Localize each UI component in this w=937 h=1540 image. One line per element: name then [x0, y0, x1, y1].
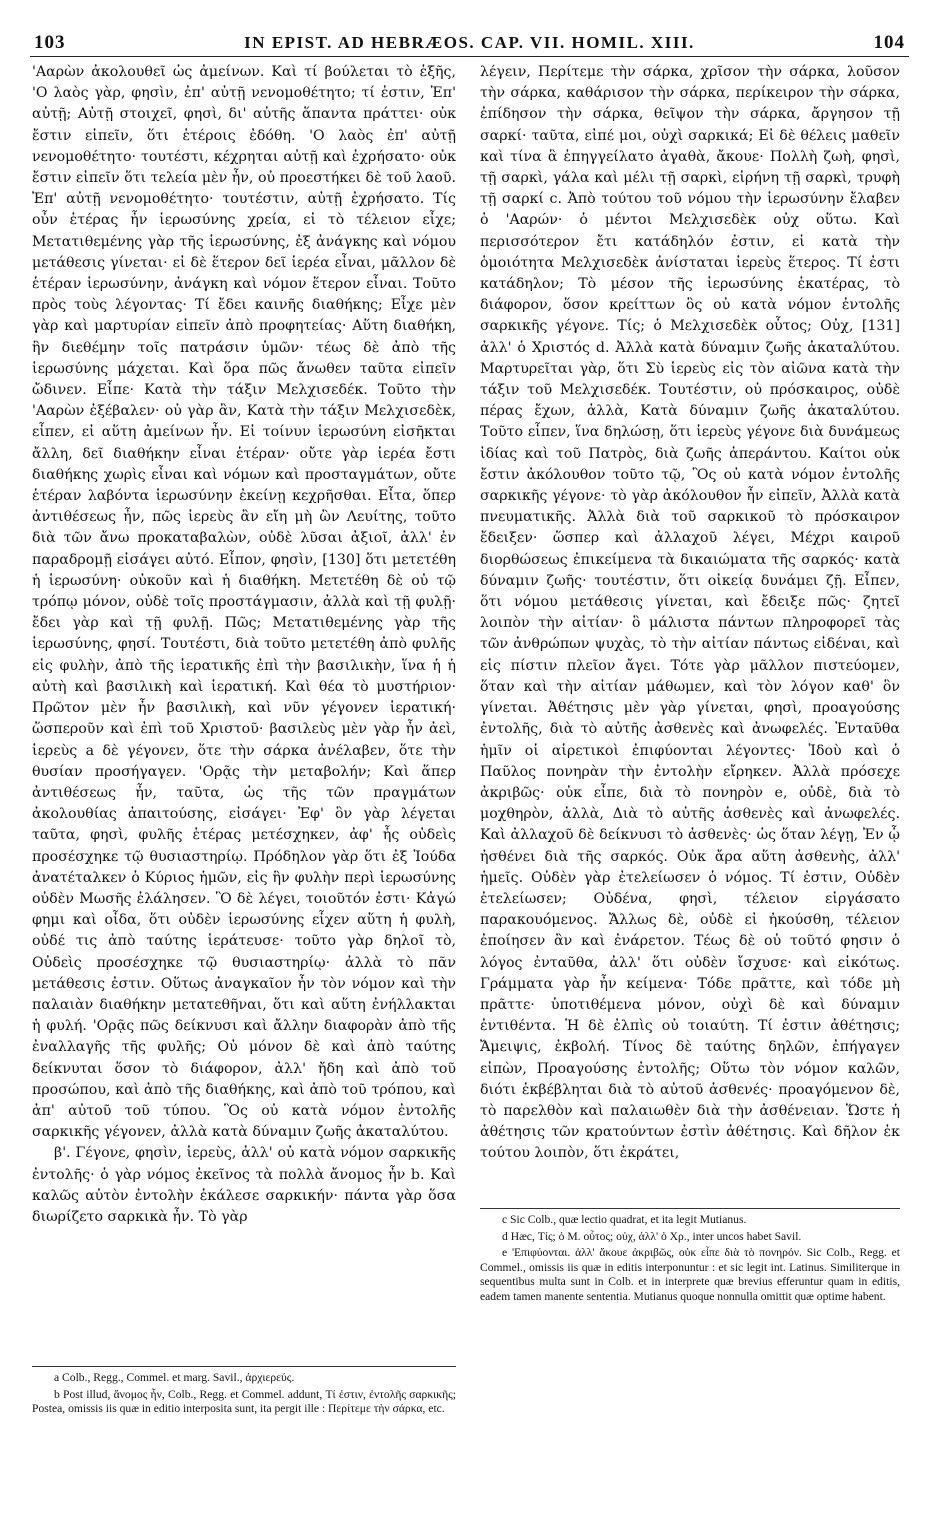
footnote-a: a Colb., Regg., Commel. et marg. Savil., ἀρχιερεύς.	[54, 1371, 295, 1384]
page-number-right: 104	[873, 32, 905, 53]
running-title: IN EPIST. AD HEBRÆOS. CAP. VII. HOMIL. XIII.	[244, 33, 695, 52]
running-header	[30, 30, 909, 57]
right-column-text: λέγειν, Περίτεμε τὴν σάρκα, χρῖσον τὴν σάρκα, λοῦσον τὴν σάρκα, καθάρισον τὴν σάρκα, περίκειρον τὴν σάρκα, ἐπίδησον τὴν σάρκα, θεῖψον τὴν σάρκα, ἄργησον τῇ σαρκί· ταῦτα, εἰπέ μοι, οὐχὶ σαρκικά; Εἰ δὲ θέλεις μαθεῖν καὶ τίνα ἃ ἐπηγγείλατο ἀγαθὰ, ἄκουε· Πολλὴ ζωὴ, φησὶ, τῇ σαρκὶ, γάλα καὶ μέλι τῇ σαρκὶ, εἰρήνη τῇ σαρκὶ, τρυφὴ τῇ σαρκί c. Ἀπὸ τούτου τοῦ νόμου τὴν ἱερωσύνην ἔλαβεν ὁ 'Ααρών· ὁ μέντοι Μελχισεδὲκ οὐχ οὕτω. Καὶ περισσότερον ἔτι κατάδηλόν ἐστιν, εἰ κατὰ τὴν ὁμοιότητα Μελχισεδὲκ ἀνίσταται ἱερεὺς ἕτερος. Τί ἐστι κατάδηλον; Τὸ μέσον τῆς ἱερωσύνης ἑκατέρας, τὸ διάφορον, ὅσον κρείττων ὃς οὐ κατὰ νόμον ἐντολῆς σαρκικῆς γέγονε. Τίς; ὁ Μελχισεδὲκ οὗτος; Οὐχ, [131] ἀλλ' ὁ Χριστός d. Ἀλλὰ κατὰ δύναμιν ζωῆς ἀκαταλύτου. Μαρτυρεῖται γὰρ, ὅτι Σὺ ἱερεὺς εἰς τὸν αἰῶνα κατὰ τὴν τάξιν τοῦ Μελχισεδέκ. Τουτέστιν, οὐ πρόσκαιρος, οὐδὲ πέρας ἔχων, ἀλλὰ, Κατὰ δύναμιν ζωῆς ἀκαταλύτου. Τοῦτο εἶπεν, ἵνα δηλώσῃ, ὅτι ἱερεὺς γέγονε διὰ δυνάμεως ἰδίας καὶ τοῦ Πατρὸς, διὰ ζωῆς ἀπεράντου. Καίτοι οὐκ ἔστιν ἀκόλουθον τοῦτο τῷ, Ὃς οὐ κατὰ νόμον ἐντολῆς σαρκικῆς γέγονε· τὸ γὰρ ἀκόλουθον ἦν εἰπεῖν, Ἀλλὰ κατὰ πνευματικῆς. Ἀλλὰ διὰ τοῦ σαρκικοῦ τὸ πρόσκαιρον ἔδειξεν· ὥσπερ καὶ ἀλλαχοῦ λέγει, Μέχρι καιροῦ διορθώσεως ἐπικείμενα τὰ δικαιώματα τῆς σαρκός· κατὰ δύναμιν ζωῆς· τουτέστιν, ὅτι οἰκείᾳ δυνάμει ζῇ. Εἶπεν, ὅτι νόμου μετάθεσις γίνεται, καὶ ἔδειξε πῶς· ζητεῖ λοιπὸν τὴν αἰτίαν· ὃ μάλιστα πάντων πληροφορεῖ τὰς τῶν ἀνθρώπων ψυχὰς, τὸ τὴν αἰτίαν πάντως εἰδέναι, καὶ εἰς πίστιν πλεῖον ἄγει. Τότε γὰρ μᾶλλον πιστεύομεν, ὅταν καὶ τὴν αἰτίαν μάθωμεν, καὶ τὸν λόγον καθ' ὃν γίνεται. Ἀθέτησις μὲν γὰρ γίνεται, φησὶ, προαγούσης ἐντολῆς, διὰ τὸ αὐτῆς ἀσθενὲς καὶ ἀνωφελές. Ἐνταῦθα ἡμῖν οἱ αἱρετικοὶ ἐπιφύονται λέγοντες· Ἰδοὺ καὶ ὁ Παῦλος πονηρὰν τὴν ἐντολὴν εἴρηκεν. Ἀλλὰ πρόσεχε ἀκριβῶς· οὐκ εἶπε, διὰ τὸ πονηρὸν e, οὐδὲ, διὰ τὸ μοχθηρὸν, ἀλλὰ, Διὰ τὸ αὐτῆς ἀσθενὲς καὶ ἀνωφελές. Καὶ ἀλλαχοῦ δὲ δείκνυσι τὸ ἀσθενὲς· ὡς ὅταν λέγῃ, Ἐν ᾧ ἠσθένει διὰ τῆς σαρκός. Οὐκ ἄρα αὕτη ἀσθενὴς, ἀλλ' ἡμεῖς. Οὐδὲν γὰρ ἐτελείωσεν ὁ νόμος. Τί ἐστιν, Οὐδὲν ἐτελείωσεν; Οὐδένα, φησὶ, τέλειον εἰργάσατο παρακουόμενος. Ἄλλως δὲ, οὐδὲ εἰ ἠκούσθη, τέλειον ἐποίησεν ἂν καὶ ἐνάρετον. Τέως δὲ οὐ τοῦτό φησιν ὁ λόγος ἐνταῦθα, ἀλλ' ὅτι οὐδὲν ἴσχυσε· καὶ εἰκότως. Γράμματα γὰρ ἦν κείμενα· Τόδε πρᾶττε, καὶ τόδε μὴ πρᾶττε· ὑποτιθέμενα μόνον, οὐχὶ δὲ καὶ δύναμιν ἐντιθέντα. Ἡ δὲ ἐλπὶς οὐ τοιαύτη. Τί ἐστιν ἀθέτησις; Ἄμειψις, ἐκβολή. Τίνος δὲ ταύτης δηλῶν, ἐπήγαγεν εἰπὼν, Προαγούσης ἐντολῆς; Οὕτω τὸν νόμον καλῶν, διότι ἐκβέβληται διὰ τὸ αὐτοῦ ἀσθενές· προαγόμενον δὲ, τὸ παρελθὸν καὶ παλαιωθὲν διὰ τὴν ἀσθένειαν. Ὥστε ἡ ἀθέτησις τῶν κρατούντων ἐστὶν ἀθέτησις. Καὶ δῆλον ἐκ τούτου λοιπὸν, ὅτι ἐκράτει,	[480, 64, 900, 1162]
left-column	[32, 62, 456, 1228]
left-column-text: 'Ααρὼν ἀκολουθεῖ ὡς ἀμείνων. Καὶ τί βούλεται τὸ ἑξῆς, 'Ο λαὸς γὰρ, φησὶν, ἐπ' αὐτῇ νενομοθέτητο; τί ἐστιν, Ἐπ' αὐτῇ; Αὐτῇ στοιχεῖ, φησὶ, δι' αὐτῆς ἅπαντα πράττει· οὐκ ἔστιν εἰπεῖν, ὅτι ἑτέροις ἐδόθη. 'Ο λαὸς ἐπ' αὐτῇ νενομοθέτητο· τουτέστι, κέχρηται αὐτῇ καὶ ἐχρήσατο· οὐκ ἔστιν εἰπεῖν ὅτι τελεία μὲν ἦν, οὐ προεστήκει δὲ τοῦ λαοῦ. Ἐπ' αὐτῇ νενομοθέτητο· τουτέστιν, αὐτῇ ἐχρήσατο. Τίς οὖν ἑτέρας ἦν ἱερωσύνης χρεία, εἰ τὸ τέλειον εἶχε; Μετατιθεμένης γὰρ τῆς ἱερωσύνης, ἐξ ἀνάγκης καὶ νόμου μετάθεσις γίνεται· εἰ δὲ ἕτερον δεῖ ἱερέα εἶναι, μᾶλλον δὲ ἑτέραν ἱερωσύνην, ἀνάγκη καὶ νόμον ἕτερον εἶναι. Τοῦτο πρὸς τοὺς λέγοντας· Τί ἔδει καινῆς διαθήκης; Εἶχε μὲν γὰρ καὶ μαρτυρίαν εἰπεῖν ἀπὸ προφητείας· Αὕτη διαθήκη, ἣν διεθέμην τοῖς πατράσιν ὑμῶν· τέως δὲ ἀπὸ τῆς ἱερωσύνης μάχεται. Καὶ ὅρα πῶς ἄνωθεν ταῦτα εἰπεῖν ὤδινεν. Εἶπε· Κατὰ τὴν τάξιν Μελχισεδέκ. Τοῦτο τὴν 'Ααρὼν ἐξέβαλεν· οὐ γὰρ ἂν, Κατὰ τὴν τάξιν Μελχισεδὲκ, εἶπεν, εἰ αὕτη ἀμείνων ἦν. Εἰ τοίνυν ἱερωσύνη εἰσῆκται ἄλλη, δεῖ διαθήκην εἶναι ἑτέραν· οὔτε γὰρ ἱερέα ἔστι διαθήκης χωρὶς εἶναι καὶ νόμων καὶ προσταγμάτων, οὔτε ἑτέραν λαβόντα ἱερωσύνην ἐκείνῃ κεχρῆσθαι. Εἶτα, ὅπερ ἀντιθέσεως ἦν, πῶς ἱερεὺς ἂν εἴη μὴ ὢν Λευίτης, τοῦτο διὰ τῶν ἄνω προκαταβαλὼν, οὐδὲ λῦσαι ἀξιοῖ, ἀλλ' ἐν παραδρομῇ εἰσάγει αὐτό. Εἶπον, φησὶν, [130] ὅτι μετετέθη ἡ ἱερωσύνη· οὐκοῦν καὶ ἡ διαθήκη. Μετετέθη δὲ οὐ τῷ τρόπῳ μόνον, οὐδὲ τοῖς προστάγμασιν, ἀλλὰ καὶ τῇ φυλῇ· ἔδει γὰρ καὶ τῇ φυλῇ. Πῶς; Μετατιθεμένης γὰρ τῆς ἱερωσύνης, φησί. Τουτέστι, διὰ τοῦτο μετετέθη ἀπὸ φυλῆς εἰς φυλὴν, ἀπὸ τῆς ἱερατικῆς ἐπὶ τὴν βασιλικὴν, ἵνα ἡ ἡ αὐτὴ καὶ βασιλικὴ καὶ ἱερατική. Καὶ θέα τὸ μυστήριον· Πρῶτον μὲν ἦν βασιλικὴ, καὶ νῦν γέγονεν ἱερατική· ὥσπεροῦν καὶ ἐπὶ τοῦ Χριστοῦ· βασιλεὺς μὲν γὰρ ἦν ἀεὶ, ἱερεὺς a δὲ γέγονεν, ὅτε τὴν σάρκα ἀνέλαβεν, ὅτε τὴν θυσίαν προσήγαγεν. 'Ορᾷς τὴν μεταβολήν; Καὶ ἅπερ ἀντιθέσεως ἦν, ταῦτα, ὡς τῆς τῶν πραγμάτων ἀκολουθίας ἀπαιτούσης, εἰσάγει· Ἐφ' ὃν γὰρ λέγεται ταῦτα, φησὶ, φυλῆς ἑτέρας μετέσχηκεν, ἀφ' ἧς οὐδεὶς προσέσχηκε τῷ θυσιαστηρίῳ. Πρόδηλον γὰρ ὅτι ἐξ Ἰούδα ἀνατέταλκεν ὁ Κύριος ἡμῶν, εἰς ἣν φυλὴν περὶ ἱερωσύνης οὐδὲν Μωσῆς ἐλάλησεν. Ὃ δὲ λέγει, τοιοῦτόν ἐστι· Κἀγώ φημι καὶ οἶδα, ὅτι οὐδὲν ἱερωσύνης εἶχεν αὕτη ἡ φυλὴ, οὐδέ τις ἀπὸ ταύτης ἱεράτευσε· τοῦτο γὰρ δηλοῖ τὸ, Οὐδεὶς προσέσχηκε τῷ θυσιαστηρίῳ· ἀλλὰ τὸ πᾶν μετάθεσις ἐστιν. Οὕτως ἀναγκαῖον ἦν τὸν νόμον καὶ τὴν παλαιὰν διαθήκην μετατεθῆναι, ὅτι καὶ αὕτη ἐνήλλακται ἡ φυλή. 'Ορᾷς πῶς δείκνυσι καὶ ἄλλην διαφορὰν ἀπὸ τῆς ἐναλλαγῆς τῆς φυλῆς; Οὐ μόνον δὲ καὶ ἀπὸ ταύτης δείκνυται ὅσον τὸ διάφορον, ἀλλ' ἤδη καὶ ἀπὸ τοῦ προσώπου, καὶ ἀπὸ τῆς διαθήκης, καὶ ἀπὸ τοῦ τρόπου, καὶ ἀπ' αὐτοῦ τοῦ τύπου. Ὃς οὐ κατὰ νόμον ἐντολῆς σαρκικῆς γέγονεν, ἀλλὰ κατὰ δύναμιν ζωῆς ἀκαταλύτου.	[32, 64, 456, 1141]
left-column-text-section-2: β'. Γέγονε, φησὶν, ἱερεὺς, ἀλλ' οὐ κατὰ νόμον σαρκικῆς ἐντολῆς· ὁ γὰρ νόμος ἐκεῖνος τὰ πολλὰ ἄνομος ἦν b. Καὶ καλῶς αὐτὸν ἐντολὴν ἐκάλεσε σαρκικήν· πάντα γὰρ ὅσα διωρίζετο σαρκικὰ ἦν. Τὸ γὰρ	[32, 1145, 456, 1225]
footnote-b: b Post illud, ἄνομος ἦν, Colb., Regg. et Commel. addunt, Τί ἐστιν, ἐντολῆς σαρκικῆς; Postea, omissis iis quæ in editio interposita sunt, ita pergit ille : Περίτεμε τὴν σάρκα, etc.	[32, 1387, 456, 1416]
footnotes-right	[480, 1208, 900, 1307]
page-number-left: 103	[34, 32, 66, 53]
footnote-c: c Sic Colb., quæ lectio quadrat, et ita legit Mutianus.	[502, 1213, 747, 1226]
footnote-d: d Hæc, Τίς; ὁ Μ. οὗτος; οὐχ, ἀλλ' ὁ Χρ., inter uncos habet Savil.	[502, 1229, 802, 1243]
footnote-e: e 'Επιφύονται. ἀλλ' ἄκουε ἀκριβῶς, οὐκ εἶπε διὰ τὸ πονηρόν. Sic Colb., Regg. et Commel., omissis iis quæ in editis interponuntur : et sic legit int. Latinus. Similiterque in sequentibus multa sunt in Colb. et in interprete quæ brevius efferuntur quam in editis, eadem tamen manente sententia. Mutianus quoque nonnulla omittit quæ optime habent.	[480, 1246, 900, 1303]
footnotes-left	[32, 1366, 456, 1419]
right-column	[480, 62, 900, 1165]
